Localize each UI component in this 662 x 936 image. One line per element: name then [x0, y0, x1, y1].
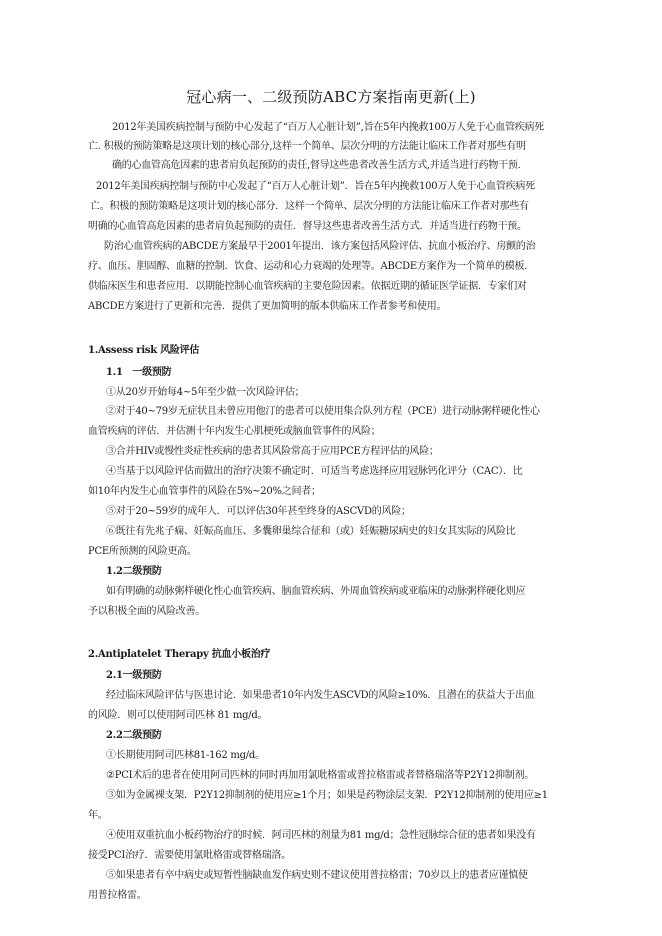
intro-line-9: 供临床医生和患者应用．以期能控制心血管疾病的主要危险因素。依据近期的循证医学证据．专家们对 — [88, 281, 527, 292]
s2-1-para-2: 的风险．则可以使用阿司匹林 81 mg/d。 — [88, 710, 268, 721]
s1-1-item-2-cont: 血管疾病的评估．并估测十年内发生心肌梗死或脑血管事件的风险； — [88, 426, 381, 437]
subsection-2-2-heading: 2.2二级预防 — [106, 730, 162, 741]
s2-2-item-3: ③如为金属裸支架．P2Y12抑制剂的使用应≥1个月；如果是药物涂层支架．P2Y12抑制剂的使用应≥1 — [106, 790, 548, 801]
s1-1-item-4-cont: 如10年内发生心血管事件的风险在5%~20%之间者； — [88, 486, 321, 497]
s1-2-para-1: 如有明确的动脉粥样硬化性心血管疾病、脑血管疾病、外周血管疾病或亚临床的动脉粥样硬化则应 — [106, 586, 526, 597]
s1-1-item-1: ①从20岁开始每4~5年至少做一次风险评估； — [106, 387, 305, 398]
intro-line-1: 2012年美国疾病控制与预防中心发起了“百万人心脏计划”,旨在5年内挽救100万人免于心血管疾病死 — [112, 122, 545, 133]
s1-2-para-2: 予以积极全面的风险改善。 — [88, 606, 205, 617]
s2-2-item-4-cont: 接受PCI治疗．需要使用氯吡格雷或替格瑞洛。 — [88, 850, 291, 861]
section-2-heading: 2.Antiplatelet Therapy 抗血小板治疗 — [88, 649, 271, 660]
intro-line-8: 疗、血压、胆固醇、血糖的控制．饮食、运动和心力衰竭的处理等。ABCDE方案作为一个简单的模板． — [88, 261, 534, 272]
s1-1-item-6: ⑥既往有先兆子痫、妊娠高血压、多囊卵巢综合征和（或）妊娠糖尿病史的妇女其实际的风险比 — [106, 526, 516, 537]
s1-1-item-4: ④当基于以风险评估而做出的治疗决策不确定时．可适当考虑选择应用冠脉钙化评分（CAC）．比 — [106, 466, 523, 477]
subsection-1-2-heading: 1.2二级预防 — [106, 566, 162, 577]
s1-1-item-5: ⑤对于20~59岁的成年人．可以评估30年甚至终身的ASCVD的风险； — [106, 506, 411, 517]
intro-line-3: 确的心血管高危因素的患者肩负起预防的责任,督导这些患者改善生活方式,并适当进行药物干预. — [112, 160, 521, 171]
s1-1-item-6-cont: PCE所预测的风险更高。 — [88, 546, 197, 557]
s2-2-item-2: ②PCI术后的患者在使用阿司匹林的同时再加用氯吡格雷或普拉格雷或者替格瑞洛等P2Y12抑制剂。 — [106, 770, 534, 781]
s2-2-item-5-cont: 用普拉格雷。 — [88, 890, 147, 901]
subsection-1-1-heading: 1.1 一级预防 — [106, 367, 172, 378]
s1-1-item-3: ③合并HIV或慢性炎症性疾病的患者其风险常高于应用PCE方程评估的风险； — [106, 446, 439, 457]
s2-2-item-1: ①长期使用阿司匹林81-162 mg/d。 — [106, 750, 265, 761]
intro-line-4: 2012年美国疾病控制与预防中心发起了“百万人心脏计划”．旨在5年内挽救100万人免于心血管疾病死 — [96, 181, 535, 192]
s2-2-item-5: ⑤如果患者有卒中病史或短暂性脑缺血发作病史则不建议使用普拉格雷；70岁以上的患者应谨慎使 — [106, 870, 528, 881]
intro-line-6: 明确的心血管高危因素的患者肩负起预防的责任．督导这些患者改善生活方式．并适当进行药物干预。 — [88, 221, 527, 232]
s2-2-item-3-cont: 年。 — [88, 810, 108, 821]
s2-1-para-1: 经过临床风险评估与医患讨论．如果患者10年内发生ASCVD的风险≥10%．且潜在的获益大于出血 — [106, 690, 535, 701]
intro-line-10: ABCDE方案进行了更新和完善．提供了更加简明的版本供临床工作者参考和使用。 — [88, 301, 447, 312]
intro-line-2: 亡. 积极的预防策略是这项计划的核心部分,这样一个简单、层次分明的方法能让临床工作者对那些有明 — [88, 141, 526, 152]
subsection-2-1-heading: 2.1一级预防 — [106, 670, 162, 681]
intro-line-5: 亡。积极的预防策略是这项计划的核心部分．这样一个简单、层次分明的方法能让临床工作者对那些有 — [90, 201, 529, 212]
page-title: 冠心病一、二级预防ABC方案指南更新(上) — [186, 88, 476, 106]
s1-1-item-2: ②对于40~79岁无症状且未曾应用他汀的患者可以使用集合队列方程（PCE）进行动脉粥样硬化性心 — [106, 406, 540, 417]
section-1-heading: 1.Assess risk 风险评估 — [88, 345, 200, 356]
intro-line-7: 防治心血管疾病的ABCDE方案最早于2001年提出．该方案包括风险评估、抗血小板治疗、房颤的治 — [104, 241, 536, 252]
s2-2-item-4: ④使用双重抗血小板药物治疗的时候．阿司匹林的剂量为81 mg/d；急性冠脉综合征的患者如果没有 — [106, 830, 536, 841]
